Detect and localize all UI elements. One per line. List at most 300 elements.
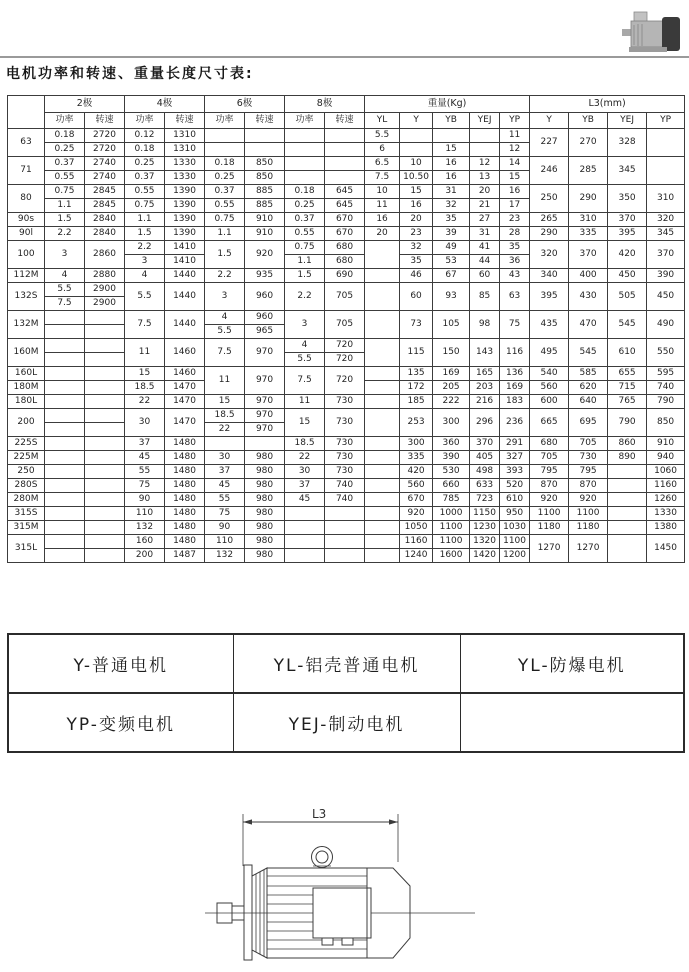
table-cell <box>365 269 400 283</box>
table-row <box>8 395 685 409</box>
table-cell: 28 <box>500 227 530 241</box>
table-cell: 530 <box>433 465 470 479</box>
table-cell: 10 <box>400 157 433 171</box>
table-cell: 1100 <box>569 507 608 521</box>
table-cell <box>45 465 85 479</box>
table-cell: 2720 <box>85 129 125 143</box>
table-cell: 7.5 <box>205 339 245 367</box>
table-cell: 11 <box>205 367 245 395</box>
table-cell: 910 <box>245 213 285 227</box>
table-cell: 345 <box>647 227 685 241</box>
table-cell: 393 <box>500 465 530 479</box>
table-cell: 7.5 <box>285 367 325 395</box>
table-cell <box>45 395 85 409</box>
table-cell: 660 <box>433 479 470 493</box>
table-cell: 32 <box>400 241 433 255</box>
table-cell <box>45 549 85 563</box>
table-cell: 45 <box>125 451 165 465</box>
table-cell <box>85 395 125 409</box>
table-cell: 1380 <box>647 521 685 535</box>
table-cell: 180M <box>8 381 45 395</box>
table-cell <box>85 325 125 339</box>
table-cell <box>45 381 85 395</box>
table-cell: 785 <box>433 493 470 507</box>
table-cell <box>285 549 325 563</box>
table-cell: 3 <box>285 311 325 339</box>
table-cell: 32 <box>433 199 470 213</box>
table-cell: 320 <box>647 213 685 227</box>
table-cell: 885 <box>245 185 285 199</box>
table-cell <box>85 493 125 507</box>
table-cell: 723 <box>470 493 500 507</box>
header-cell: 功率 <box>205 113 245 129</box>
header-cell: 4极 <box>125 96 205 113</box>
table-cell: 75 <box>205 507 245 521</box>
table-cell: 18.5 <box>205 409 245 423</box>
header-cell: 转速 <box>325 113 365 129</box>
table-cell: 300 <box>433 409 470 437</box>
table-cell: 185 <box>400 395 433 409</box>
table-cell: 10 <box>365 185 400 199</box>
table-cell: 160L <box>8 367 45 381</box>
table-cell <box>647 157 685 185</box>
table-cell: 222 <box>433 395 470 409</box>
table-cell: 0.55 <box>125 185 165 199</box>
table-cell: 0.37 <box>45 157 85 171</box>
table-cell: 560 <box>400 479 433 493</box>
table-cell: 7.5 <box>365 171 400 185</box>
table-cell: 49 <box>433 241 470 255</box>
table-cell: 16 <box>433 171 470 185</box>
table-cell: 390 <box>647 269 685 283</box>
table-cell <box>608 479 647 493</box>
legend-cell: YP-变频电机 <box>8 693 233 752</box>
table-cell: 1470 <box>165 381 205 395</box>
table-cell: 4 <box>125 269 165 283</box>
table-cell: 165 <box>470 367 500 381</box>
table-cell: 132S <box>8 283 45 311</box>
table-cell: 720 <box>325 339 365 353</box>
table-cell: 246 <box>530 157 569 185</box>
table-cell: 5.5 <box>205 325 245 339</box>
table-cell: 1320 <box>470 535 500 549</box>
table-cell <box>85 311 125 325</box>
table-cell <box>245 129 285 143</box>
table-cell: 335 <box>569 227 608 241</box>
header-cell: 重量(Kg) <box>365 96 530 113</box>
table-cell: 1100 <box>433 521 470 535</box>
table-cell: 850 <box>245 157 285 171</box>
table-cell: 1.5 <box>125 227 165 241</box>
table-cell: 227 <box>530 129 569 157</box>
table-cell <box>45 311 85 325</box>
table-cell: 720 <box>325 353 365 367</box>
table-cell: 1390 <box>165 185 205 199</box>
table-cell: 790 <box>647 395 685 409</box>
table-cell: 545 <box>608 311 647 339</box>
table-row <box>8 283 685 297</box>
table-cell: 2900 <box>85 297 125 311</box>
table-cell: 595 <box>647 367 685 381</box>
table-cell: 30 <box>205 451 245 465</box>
table-cell: 790 <box>608 409 647 437</box>
table-cell: 1440 <box>165 311 205 339</box>
table-row <box>8 535 685 549</box>
table-cell <box>45 339 85 353</box>
table-cell <box>85 409 125 423</box>
table-cell <box>365 465 400 479</box>
table-cell: 2720 <box>85 143 125 157</box>
table-cell: 11 <box>500 129 530 143</box>
table-cell: 85 <box>470 283 500 311</box>
table-cell: 730 <box>325 451 365 465</box>
table-cell <box>608 535 647 563</box>
table-cell: 20 <box>365 227 400 241</box>
table-cell: 1480 <box>165 465 205 479</box>
table-cell: 160 <box>125 535 165 549</box>
table-cell: 1470 <box>165 395 205 409</box>
legend-cell: YEJ-制动电机 <box>233 693 460 752</box>
table-cell: 1160 <box>400 535 433 549</box>
header-cell: 转速 <box>85 113 125 129</box>
table-cell <box>365 451 400 465</box>
table-cell: 890 <box>608 451 647 465</box>
table-cell <box>325 171 365 185</box>
header-cell: 6极 <box>205 96 285 113</box>
table-cell: 132 <box>205 549 245 563</box>
table-row <box>8 437 685 451</box>
table-cell: 296 <box>470 409 500 437</box>
table-cell: 80 <box>8 185 45 213</box>
table-cell: 610 <box>608 339 647 367</box>
table-cell <box>400 143 433 157</box>
table-cell: 13 <box>470 171 500 185</box>
table-cell <box>45 409 85 423</box>
table-cell: 495 <box>530 339 569 367</box>
table-cell: 73 <box>400 311 433 339</box>
table-cell: 850 <box>245 171 285 185</box>
table-row <box>8 367 685 381</box>
table-cell <box>608 521 647 535</box>
table-cell: 3 <box>205 283 245 311</box>
table-cell: 75 <box>500 311 530 339</box>
table-cell: 0.75 <box>125 199 165 213</box>
table-cell: 3 <box>125 255 165 269</box>
table-row <box>8 311 685 325</box>
table-cell <box>608 493 647 507</box>
table-cell <box>85 451 125 465</box>
table-cell: 450 <box>608 269 647 283</box>
table-cell: 640 <box>569 395 608 409</box>
table-cell: 63 <box>8 129 45 157</box>
table-cell: 1480 <box>165 535 205 549</box>
table-cell: 740 <box>325 493 365 507</box>
table-cell: 680 <box>325 241 365 255</box>
table-cell: 1390 <box>165 199 205 213</box>
table-cell: 4 <box>45 269 85 283</box>
table-cell: 35 <box>500 241 530 255</box>
table-cell: 31 <box>470 227 500 241</box>
table-cell: 1.5 <box>285 269 325 283</box>
table-cell <box>285 143 325 157</box>
table-cell: 0.75 <box>285 241 325 255</box>
table-cell: 11 <box>365 199 400 213</box>
table-cell: 370 <box>608 213 647 227</box>
spec-table-head <box>8 96 685 129</box>
table-cell: 730 <box>325 437 365 451</box>
header-cell: YL <box>365 113 400 129</box>
table-row <box>8 493 685 507</box>
table-row <box>8 227 685 241</box>
table-cell: 100 <box>8 241 45 269</box>
table-cell: 2740 <box>85 157 125 171</box>
table-cell: 310 <box>647 185 685 213</box>
table-cell: 98 <box>470 311 500 339</box>
legend-cell <box>460 693 684 752</box>
table-cell: 55 <box>125 465 165 479</box>
table-cell: 400 <box>569 269 608 283</box>
table-row <box>8 213 685 227</box>
table-cell: 169 <box>500 381 530 395</box>
table-cell: 205 <box>433 381 470 395</box>
table-cell: 705 <box>569 437 608 451</box>
table-cell <box>608 465 647 479</box>
table-cell: 850 <box>647 409 685 437</box>
table-cell: 143 <box>470 339 500 367</box>
header-cell: YEJ <box>608 113 647 129</box>
table-cell: 5.5 <box>285 353 325 367</box>
table-cell: 200 <box>125 549 165 563</box>
table-cell: 21 <box>470 199 500 213</box>
table-cell <box>45 423 85 437</box>
table-cell: 2900 <box>85 283 125 297</box>
table-cell <box>85 479 125 493</box>
table-cell <box>85 521 125 535</box>
table-cell <box>325 129 365 143</box>
table-cell: 370 <box>470 437 500 451</box>
table-cell: 110 <box>125 507 165 521</box>
table-cell: 1.1 <box>285 255 325 269</box>
table-cell <box>85 353 125 367</box>
table-cell: 15 <box>500 171 530 185</box>
table-cell: 1100 <box>433 535 470 549</box>
table-cell: 132M <box>8 311 45 339</box>
table-cell <box>205 129 245 143</box>
table-cell: 970 <box>245 409 285 423</box>
table-row <box>8 507 685 521</box>
table-cell: 37 <box>285 479 325 493</box>
table-cell <box>85 465 125 479</box>
table-cell: 30 <box>285 465 325 479</box>
table-cell: 1440 <box>165 283 205 311</box>
table-cell: 15 <box>433 143 470 157</box>
table-cell <box>285 535 325 549</box>
table-row <box>8 479 685 493</box>
table-cell: 22 <box>285 451 325 465</box>
table-cell: 290 <box>569 185 608 213</box>
table-cell: 920 <box>569 493 608 507</box>
table-cell: 291 <box>500 437 530 451</box>
table-cell: 315M <box>8 521 45 535</box>
table-cell: 35 <box>400 255 433 269</box>
table-cell: 720 <box>325 367 365 395</box>
table-cell: 980 <box>245 479 285 493</box>
table-cell: 1390 <box>165 213 205 227</box>
table-cell: 705 <box>325 283 365 311</box>
table-cell: 15 <box>205 395 245 409</box>
header-cell: L3(mm) <box>530 96 685 113</box>
table-cell: 670 <box>325 213 365 227</box>
table-cell: 0.75 <box>45 185 85 199</box>
table-row <box>8 185 685 199</box>
table-cell: 980 <box>245 507 285 521</box>
table-row <box>8 465 685 479</box>
table-cell: 1450 <box>647 535 685 563</box>
table-cell <box>365 339 400 367</box>
table-cell: 730 <box>325 395 365 409</box>
table-cell <box>45 521 85 535</box>
table-cell: 980 <box>245 451 285 465</box>
table-cell: 4 <box>205 311 245 325</box>
table-cell: 45 <box>285 493 325 507</box>
table-cell: 950 <box>500 507 530 521</box>
table-cell <box>365 507 400 521</box>
table-row <box>8 269 685 283</box>
table-cell: 390 <box>433 451 470 465</box>
table-cell <box>647 129 685 157</box>
table-cell: 116 <box>500 339 530 367</box>
table-cell: 150 <box>433 339 470 367</box>
table-cell: 560 <box>530 381 569 395</box>
table-cell: 935 <box>245 269 285 283</box>
table-cell: 765 <box>608 395 647 409</box>
table-cell: 2845 <box>85 199 125 213</box>
table-cell: 0.25 <box>205 171 245 185</box>
table-cell: 450 <box>647 283 685 311</box>
table-cell: 545 <box>569 339 608 367</box>
table-row <box>8 521 685 535</box>
table-cell: 1260 <box>647 493 685 507</box>
l3-dimension-label: L3 <box>312 807 327 821</box>
table-cell: 6.5 <box>365 157 400 171</box>
table-cell: 2845 <box>85 185 125 199</box>
table-cell <box>85 423 125 437</box>
table-cell: 1050 <box>400 521 433 535</box>
table-cell: 2.2 <box>125 241 165 255</box>
table-cell: 970 <box>245 395 285 409</box>
table-cell: 740 <box>325 479 365 493</box>
table-cell: 620 <box>569 381 608 395</box>
header-row <box>8 96 685 113</box>
table-cell: 0.18 <box>45 129 85 143</box>
table-cell: 20 <box>400 213 433 227</box>
table-cell: 1310 <box>165 143 205 157</box>
table-cell: 920 <box>400 507 433 521</box>
table-cell: 31 <box>433 185 470 199</box>
table-cell: 160M <box>8 339 45 367</box>
table-cell: 1100 <box>500 535 530 549</box>
table-cell: 12 <box>500 143 530 157</box>
table-cell: 420 <box>608 241 647 269</box>
table-cell: 870 <box>530 479 569 493</box>
table-cell: 44 <box>470 255 500 269</box>
table-cell: 18.5 <box>285 437 325 451</box>
table-cell: 71 <box>8 157 45 185</box>
table-cell: 1.5 <box>205 241 245 269</box>
table-cell: 60 <box>470 269 500 283</box>
table-cell: 1460 <box>165 339 205 367</box>
table-cell: 2880 <box>85 269 125 283</box>
table-cell: 980 <box>245 493 285 507</box>
table-cell: 610 <box>500 493 530 507</box>
table-cell <box>205 437 245 451</box>
table-cell <box>45 367 85 381</box>
table-cell <box>325 521 365 535</box>
table-cell: 75 <box>125 479 165 493</box>
table-cell: 430 <box>569 283 608 311</box>
table-cell: 690 <box>325 269 365 283</box>
table-cell <box>400 129 433 143</box>
table-cell: 90s <box>8 213 45 227</box>
table-cell: 110 <box>205 535 245 549</box>
table-cell: 1160 <box>647 479 685 493</box>
table-cell: 35 <box>433 213 470 227</box>
table-row <box>8 409 685 423</box>
table-cell: 405 <box>470 451 500 465</box>
table-cell: 15 <box>400 185 433 199</box>
table-cell: 1.1 <box>205 227 245 241</box>
table-cell: 490 <box>647 311 685 339</box>
table-cell: 1230 <box>470 521 500 535</box>
table-cell: 980 <box>245 535 285 549</box>
table-cell: 203 <box>470 381 500 395</box>
table-cell: 15 <box>285 409 325 437</box>
table-cell: 420 <box>400 465 433 479</box>
table-cell: 2840 <box>85 227 125 241</box>
page-title: 电机功率和转速、重量长度尺寸表: <box>6 66 254 82</box>
table-cell: 22 <box>125 395 165 409</box>
table-cell: 0.18 <box>205 157 245 171</box>
table-cell: 970 <box>245 423 285 437</box>
table-cell: 980 <box>245 465 285 479</box>
legend-cell: Y-普通电机 <box>8 634 233 693</box>
table-cell: 705 <box>530 451 569 465</box>
table-cell <box>205 143 245 157</box>
spec-table-body <box>8 129 685 563</box>
table-cell: 115 <box>400 339 433 367</box>
legend-cell: YL-铝壳普通电机 <box>233 634 460 693</box>
table-cell: 960 <box>245 283 285 311</box>
table-cell <box>45 479 85 493</box>
table-cell: 498 <box>470 465 500 479</box>
table-cell <box>365 241 400 269</box>
header-cell: YP <box>500 113 530 129</box>
table-cell: 920 <box>530 493 569 507</box>
table-cell: 55 <box>205 493 245 507</box>
table-cell: 395 <box>530 283 569 311</box>
table-cell: 2.2 <box>45 227 85 241</box>
legend-cell: YL-防爆电机 <box>460 634 684 693</box>
table-cell <box>85 437 125 451</box>
table-cell: 6 <box>365 143 400 157</box>
table-cell: 0.75 <box>205 213 245 227</box>
table-cell: 715 <box>608 381 647 395</box>
table-cell: 327 <box>500 451 530 465</box>
table-cell: 225S <box>8 437 45 451</box>
table-cell <box>365 381 400 395</box>
table-cell: 10.50 <box>400 171 433 185</box>
table-cell: 0.18 <box>125 143 165 157</box>
